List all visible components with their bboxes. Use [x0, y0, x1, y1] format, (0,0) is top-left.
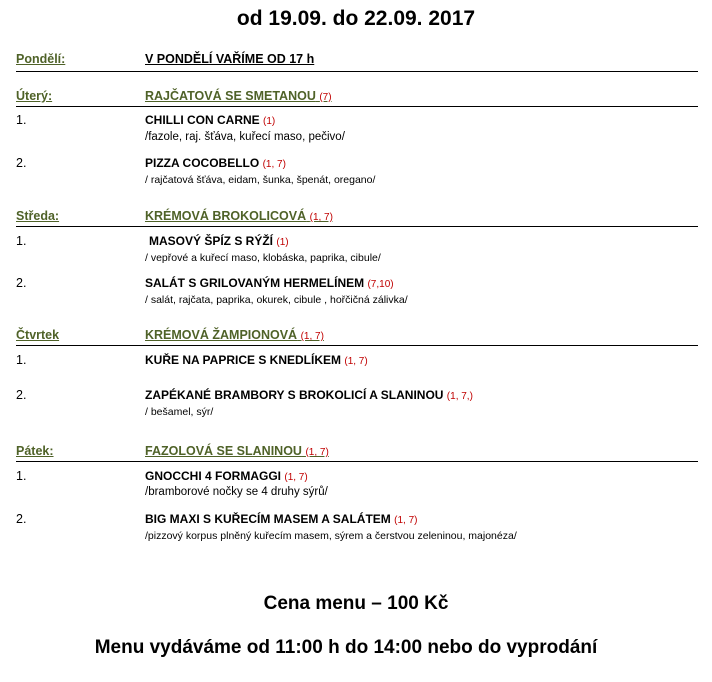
dish-description: / bešamel, sýr/ — [145, 406, 214, 418]
soup-name: KRÉMOVÁ BROKOLICOVÁ — [145, 209, 307, 223]
dish-name: BIG MAXI S KUŘECÍM MASEM A SALÁTEM — [145, 512, 391, 526]
dish-description: / salát, rajčata, paprika, okurek, cibule , hořčičná zálivka/ — [145, 294, 408, 306]
allergens: (1, 7) — [262, 159, 286, 170]
item-number: 2. — [16, 156, 27, 170]
item-number: 2. — [16, 276, 27, 290]
allergens: (1, 7) — [305, 447, 329, 458]
dish-description: / vepřové a kuřecí maso, klobáska, paprika, cibule/ — [145, 252, 381, 264]
day-label-wednesday: Středa: — [16, 209, 60, 223]
dish-wednesday-1 — [149, 234, 289, 248]
dish-name: GNOCCHI 4 FORMAGGI — [145, 469, 282, 483]
divider — [16, 226, 698, 227]
soup-friday — [145, 444, 329, 458]
soup-name: RAJČATOVÁ SE SMETANOU — [145, 89, 316, 103]
allergens: (7,10) — [367, 279, 394, 290]
day-label-monday: Pondělí: — [16, 52, 66, 66]
dish-description: /fazole, raj. šťáva, kuřecí maso, pečivo/ — [145, 131, 345, 143]
soup-wednesday — [145, 209, 333, 223]
dish-thursday-1 — [145, 353, 368, 367]
item-number: 2. — [16, 388, 27, 402]
item-number: 1. — [16, 113, 27, 127]
dish-tuesday-2 — [145, 156, 286, 170]
allergens: (1, 7) — [300, 331, 324, 342]
divider — [16, 71, 698, 72]
dish-description: / rajčatová šťáva, eidam, šunka, špenát, oregano/ — [145, 174, 376, 186]
dish-name: KUŘE NA PAPRICE S KNEDLÍKEM — [145, 353, 342, 367]
allergens: (7) — [319, 92, 332, 103]
soup-name: FAZOLOVÁ SE SLANINOU — [145, 444, 302, 458]
dish-friday-2 — [145, 512, 417, 526]
divider — [16, 106, 698, 107]
item-number: 1. — [16, 469, 27, 483]
soup-thursday — [145, 328, 324, 342]
dish-name: ZAPÉKANÉ BRAMBORY S BROKOLICÍ A SLANINOU — [145, 388, 444, 402]
dish-tuesday-1 — [145, 113, 275, 127]
allergens: (1, 7) — [394, 515, 418, 526]
allergens: (1, 7) — [284, 472, 308, 483]
menu-price: Cena menu – 100 Kč — [263, 593, 449, 614]
monday-note: V PONDĚLÍ VAŘÍME OD 17 h — [145, 52, 315, 66]
allergens: (1, 7,) — [446, 391, 473, 402]
dish-friday-1 — [145, 469, 308, 483]
serving-hours: Menu vydáváme od 11:00 h do 14:00 nebo do vyprodání — [94, 637, 598, 658]
allergens: (1) — [276, 237, 289, 248]
divider — [16, 461, 698, 462]
allergens: (1, 7) — [344, 356, 368, 367]
item-number: 2. — [16, 512, 27, 526]
day-label-tuesday: Úterý: — [16, 89, 53, 103]
day-label-thursday: Čtvrtek — [16, 328, 60, 342]
item-number: 1. — [16, 353, 27, 367]
dish-name: SALÁT S GRILOVANÝM HERMELÍNEM — [145, 276, 365, 290]
soup-name: KRÉMOVÁ ŽAMPIONOVÁ — [145, 328, 298, 342]
day-label-friday: Pátek: — [16, 444, 54, 458]
dish-name: CHILLI CON CARNE — [145, 113, 260, 127]
menu-title: od 19.09. do 22.09. 2017 — [236, 7, 476, 30]
dish-description: /bramborové nočky se 4 druhy sýrů/ — [145, 486, 328, 498]
allergens: (1, 7) — [309, 212, 333, 223]
dish-wednesday-2 — [145, 276, 394, 290]
dish-thursday-2 — [145, 388, 473, 402]
allergens: (1) — [263, 116, 276, 127]
soup-tuesday — [145, 89, 332, 103]
item-number: 1. — [16, 234, 27, 248]
dish-name: MASOVÝ ŠPÍZ S RÝŽÍ — [149, 234, 274, 248]
dish-name: PIZZA COCOBELLO — [145, 156, 260, 170]
divider — [16, 345, 698, 346]
dish-description: /pizzový korpus plněný kuřecím masem, sýrem a čerstvou zeleninou, majonéza/ — [145, 530, 517, 542]
